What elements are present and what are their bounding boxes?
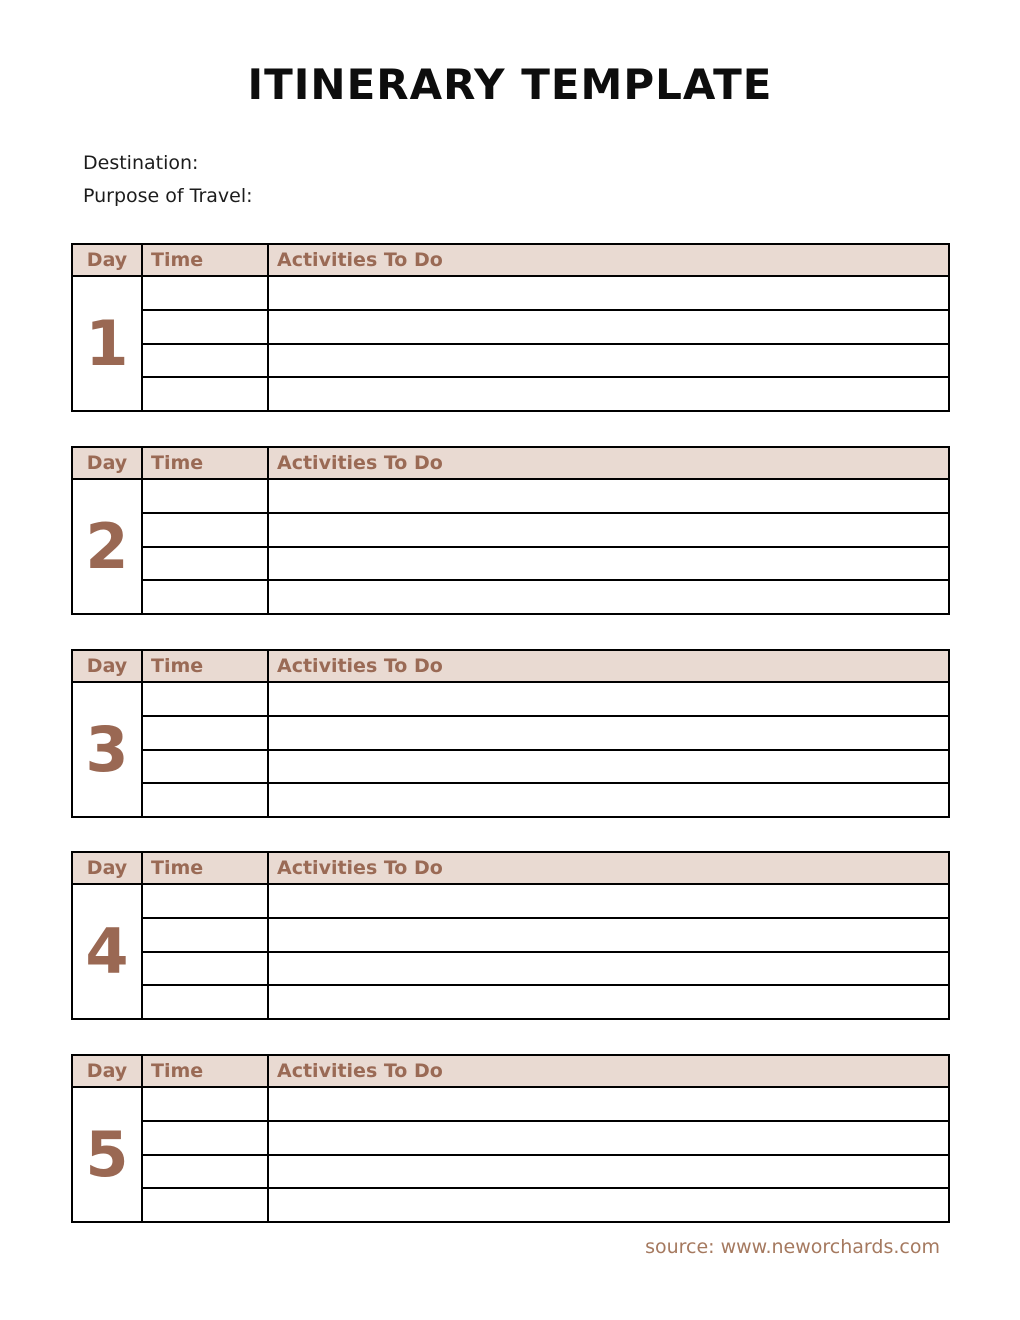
activity-cell (268, 479, 949, 513)
day-itinerary-table (71, 243, 950, 412)
day-itinerary-table (71, 649, 950, 818)
day-table-4 (71, 851, 948, 1020)
source-attribution: source: www.neworchards.com (645, 1236, 940, 1258)
time-cell (142, 377, 268, 411)
time-cell (142, 750, 268, 784)
activity-cell (268, 1188, 949, 1222)
time-cell (142, 682, 268, 716)
activity-cell (268, 750, 949, 784)
time-cell (142, 985, 268, 1019)
table-row (72, 344, 949, 378)
activity-cell (268, 580, 949, 614)
day-itinerary-table (71, 1054, 950, 1223)
time-cell (142, 952, 268, 986)
column-header-time: Time (142, 852, 268, 884)
table-row (72, 479, 949, 513)
table-row (72, 276, 949, 310)
column-header-day: Day (72, 244, 142, 276)
activity-cell (268, 377, 949, 411)
column-header-activities: Activities To Do (268, 650, 949, 682)
time-cell (142, 547, 268, 581)
purpose-of-travel-field-label: Purpose of Travel: (83, 185, 253, 207)
time-cell (142, 1121, 268, 1155)
time-cell (142, 783, 268, 817)
activity-cell (268, 918, 949, 952)
day-itinerary-table (71, 446, 950, 615)
activity-cell (268, 783, 949, 817)
activity-cell (268, 310, 949, 344)
day-table-5 (71, 1054, 948, 1223)
column-header-time: Time (142, 244, 268, 276)
table-row (72, 1188, 949, 1222)
table-row (72, 716, 949, 750)
table-row (72, 750, 949, 784)
day-table-3 (71, 649, 948, 818)
column-header-day: Day (72, 1055, 142, 1087)
day-number: 3 (72, 682, 142, 817)
activity-cell (268, 344, 949, 378)
day-table-2 (71, 446, 948, 615)
table-row (72, 1121, 949, 1155)
table-header-row (72, 244, 949, 276)
column-header-time: Time (142, 650, 268, 682)
destination-field-label: Destination: (83, 152, 199, 174)
time-cell (142, 344, 268, 378)
time-cell (142, 884, 268, 918)
activity-cell (268, 513, 949, 547)
activity-cell (268, 682, 949, 716)
table-row (72, 1155, 949, 1189)
table-row (72, 1087, 949, 1121)
day-itinerary-table (71, 851, 950, 1020)
time-cell (142, 1087, 268, 1121)
column-header-activities: Activities To Do (268, 1055, 949, 1087)
table-header-row (72, 650, 949, 682)
column-header-day: Day (72, 447, 142, 479)
time-cell (142, 716, 268, 750)
table-row (72, 783, 949, 817)
column-header-activities: Activities To Do (268, 244, 949, 276)
column-header-day: Day (72, 650, 142, 682)
column-header-time: Time (142, 1055, 268, 1087)
activity-cell (268, 1121, 949, 1155)
activity-cell (268, 952, 949, 986)
day-number: 5 (72, 1087, 142, 1222)
table-header-row (72, 852, 949, 884)
column-header-activities: Activities To Do (268, 852, 949, 884)
day-number: 2 (72, 479, 142, 614)
table-header-row (72, 447, 949, 479)
day-number: 4 (72, 884, 142, 1019)
table-row (72, 985, 949, 1019)
activity-cell (268, 985, 949, 1019)
activity-cell (268, 1087, 949, 1121)
table-row (72, 310, 949, 344)
column-header-day: Day (72, 852, 142, 884)
table-row (72, 682, 949, 716)
page-title: ITINERARY TEMPLATE (247, 60, 773, 109)
time-cell (142, 479, 268, 513)
time-cell (142, 1155, 268, 1189)
day-number: 1 (72, 276, 142, 411)
table-row (72, 513, 949, 547)
time-cell (142, 918, 268, 952)
time-cell (142, 580, 268, 614)
table-row (72, 884, 949, 918)
time-cell (142, 276, 268, 310)
table-row (72, 547, 949, 581)
table-row (72, 377, 949, 411)
day-table-1 (71, 243, 948, 412)
activity-cell (268, 884, 949, 918)
activity-cell (268, 276, 949, 310)
time-cell (142, 1188, 268, 1222)
column-header-activities: Activities To Do (268, 447, 949, 479)
time-cell (142, 310, 268, 344)
activity-cell (268, 1155, 949, 1189)
table-header-row (72, 1055, 949, 1087)
travel-fields (83, 147, 253, 213)
time-cell (142, 513, 268, 547)
activity-cell (268, 716, 949, 750)
activity-cell (268, 547, 949, 581)
table-row (72, 918, 949, 952)
column-header-time: Time (142, 447, 268, 479)
table-row (72, 580, 949, 614)
table-row (72, 952, 949, 986)
